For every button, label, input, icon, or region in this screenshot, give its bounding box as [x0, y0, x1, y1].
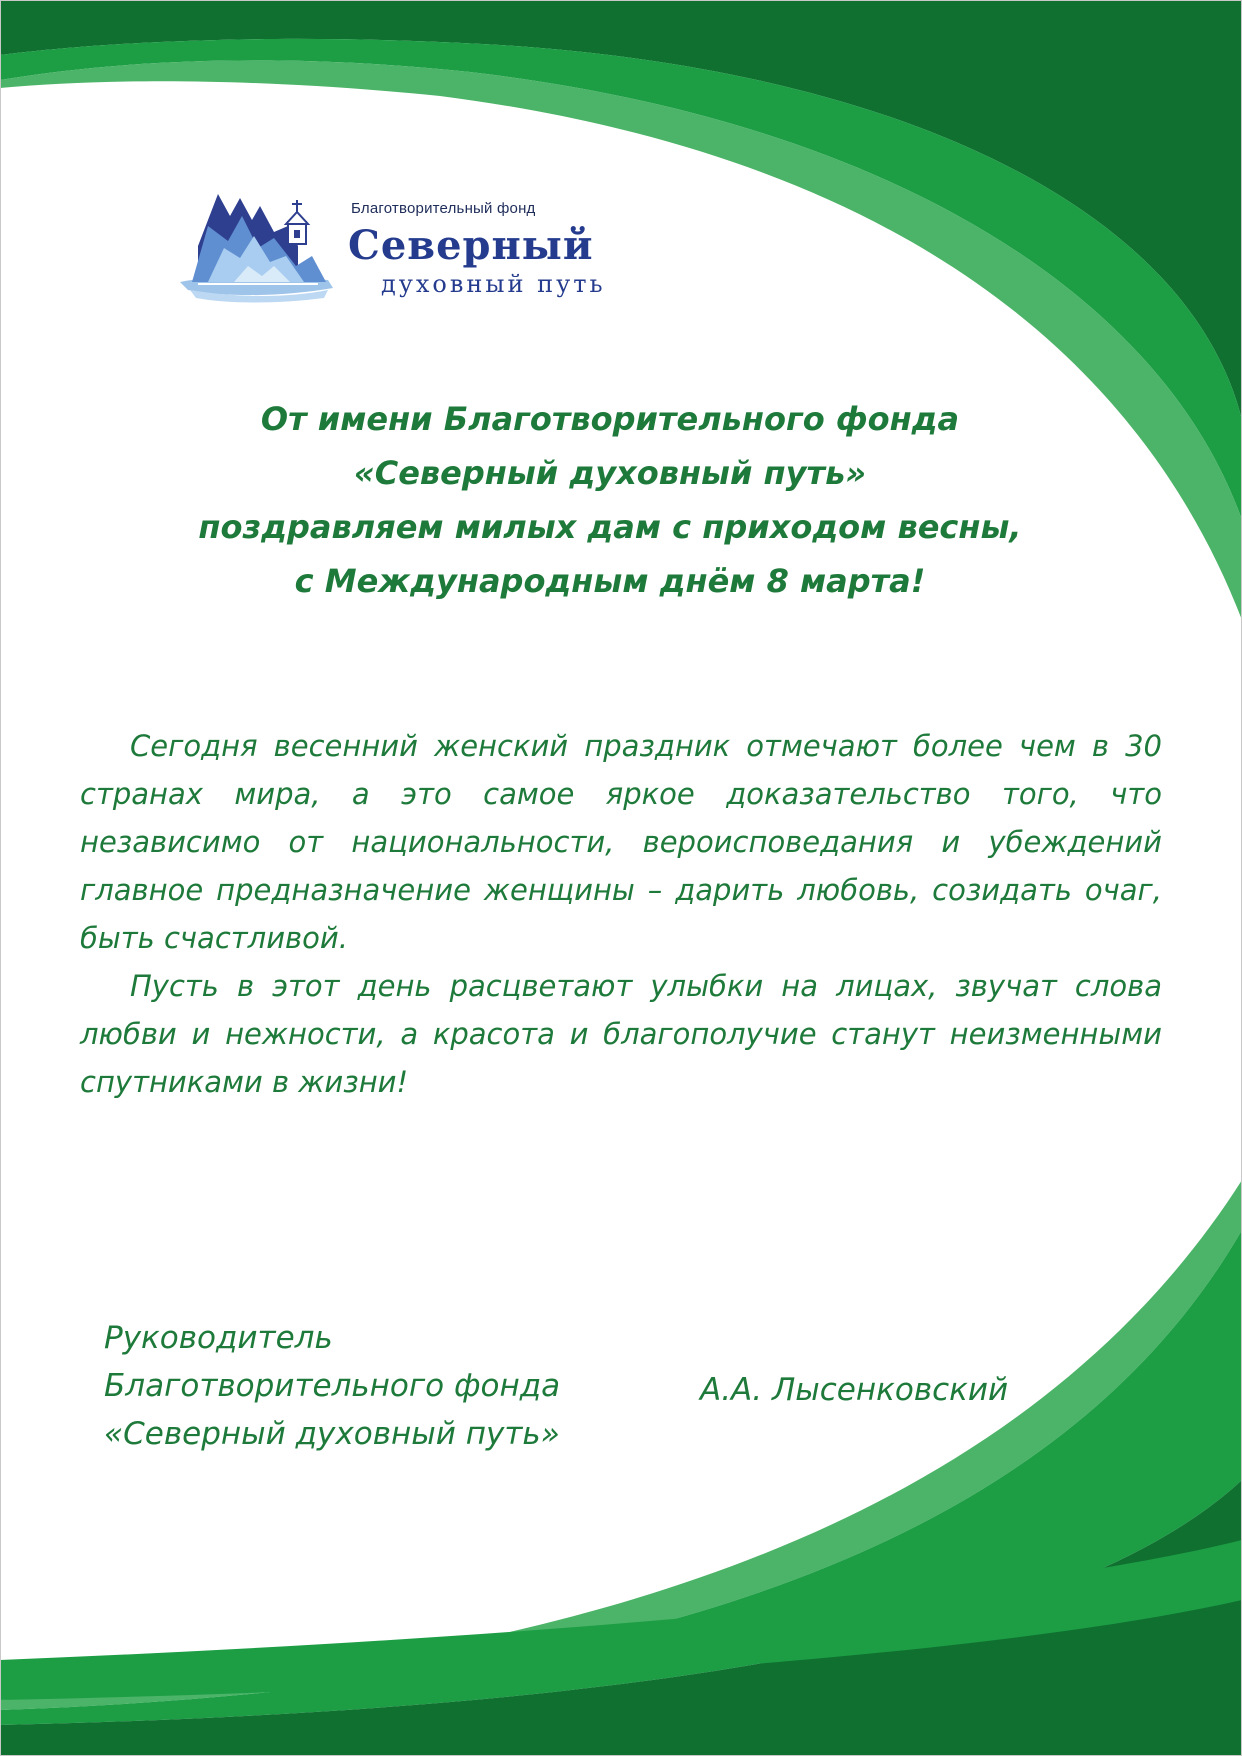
- signature-title-line: Благотворительного фонда: [104, 1368, 561, 1404]
- body-paragraph: Сегодня весенний женский праздник отмечают более чем в 30 странах мира, а это самое яркое доказательство того, что независимо от национальности, вероисповедания и убеждений главное предназначение женщины – дарить любовь, созидать очаг, быть счастливой.: [80, 729, 1162, 955]
- foundation-logo: [178, 186, 618, 304]
- signature-title-line: Руководитель: [104, 1320, 333, 1356]
- mountains-church-logo-icon: [178, 186, 348, 304]
- signature-title: [104, 1314, 560, 1458]
- logo-subtitle: духовный путь: [381, 270, 606, 298]
- heading-line: «Северный духовный путь»: [353, 454, 867, 492]
- heading-line: От имени Благотворительного фонда: [260, 400, 960, 438]
- logo-title: Северный: [348, 222, 594, 269]
- signature-name: А.А. Лысенковский: [700, 1372, 1009, 1408]
- heading-line: поздравляем милых дам с приходом весны,: [198, 508, 1022, 546]
- greeting-body: [80, 722, 1162, 1106]
- logo-caption: Благотворительный фонд: [351, 200, 536, 217]
- body-paragraph: Пусть в этот день расцветают улыбки на лицах, звучат слова любви и нежности, а красота и благополучие станут неизменными спутниками в жизни!: [80, 969, 1162, 1099]
- signature-title-line: «Северный духовный путь»: [104, 1416, 560, 1452]
- heading-line: с Международным днём 8 марта!: [294, 562, 926, 600]
- greeting-heading: [120, 392, 1100, 608]
